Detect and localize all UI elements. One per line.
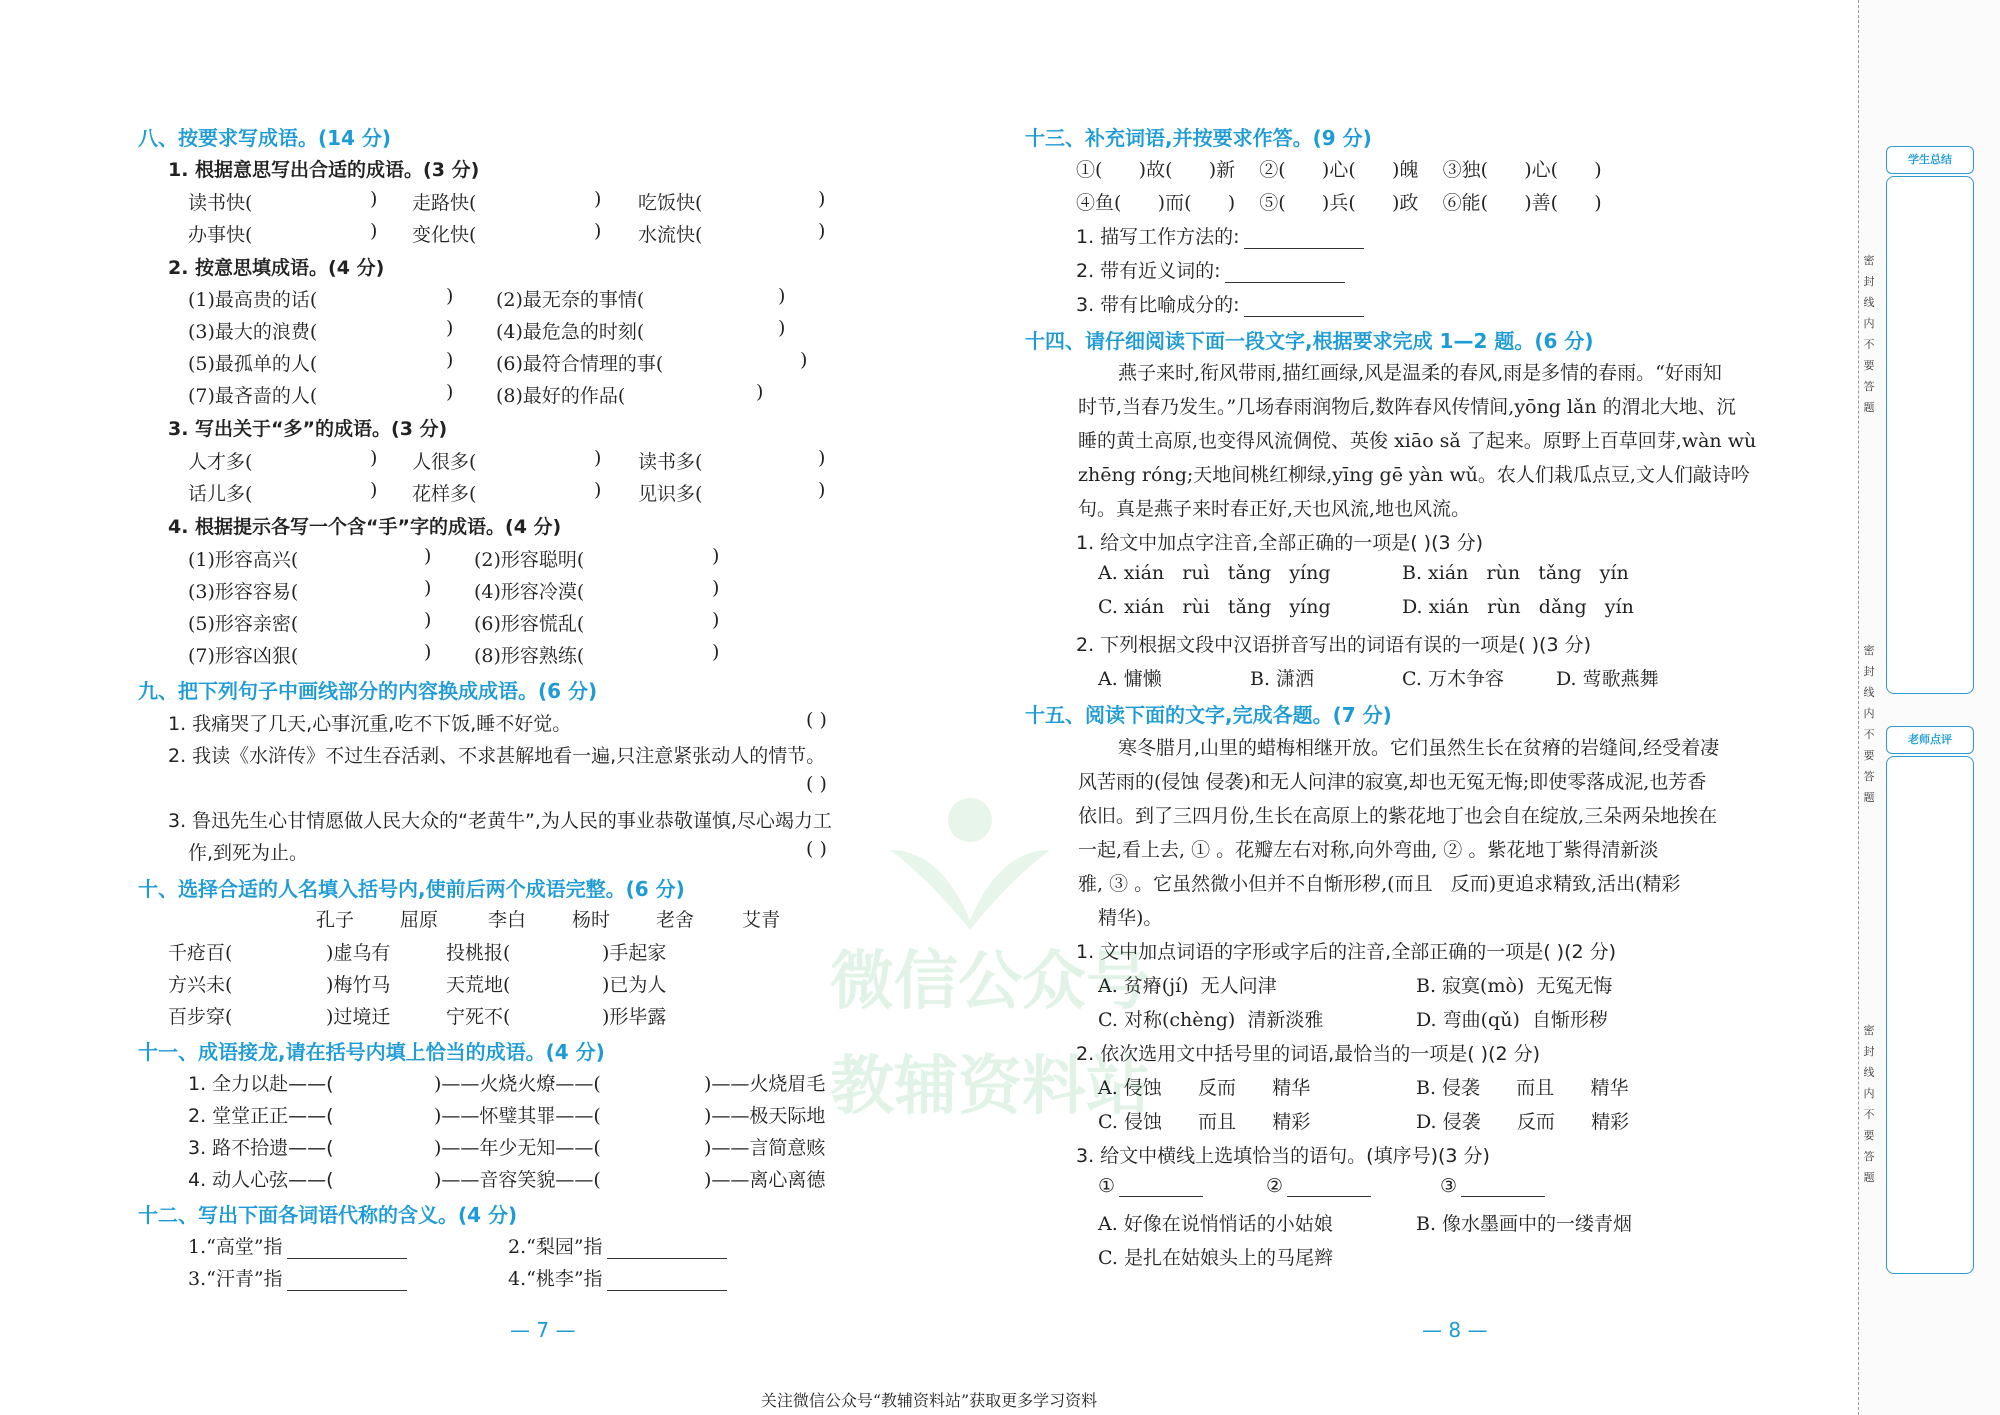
s8-q4-item: (7)形容凶狠( xyxy=(188,645,299,667)
s14-passage: 睡的黄土高原,也变得风流倜傥、英俊 xiāo sǎ 了起来。原野上百草回芽,wàn wù xyxy=(1078,430,1757,452)
s9-line2: 2. 我读《水浒传》不过生吞活剥、不求甚解地看一遍,只注意紧张动人的情节。 xyxy=(168,745,826,767)
section-12-title: 十二、写出下面各词语代称的含义。(4 分) xyxy=(138,1203,518,1227)
s8-q2-item: (1)最高贵的话( xyxy=(188,289,318,311)
s13-row2: ④鱼( )而( ) ⑤( )兵( )政 ⑥能( )善( ) xyxy=(1076,192,1602,214)
s8-q4-item: (3)形容容易( xyxy=(188,581,299,603)
s8-q4-item: (8)形容熟练( xyxy=(474,645,585,667)
s8-q2-item: (4)最危急的时刻( xyxy=(496,321,645,343)
s8-q2-item: (8)最好的作品( xyxy=(496,385,626,407)
s12-item: 3.“汗青”指 xyxy=(188,1264,407,1291)
s8-q2: 2. 按意思填成语。(4 分) xyxy=(168,257,385,279)
watermark-wechat: 微信公众号 xyxy=(830,945,1150,1019)
s8-q1: 1. 根据意思写出合适的成语。(3 分) xyxy=(168,159,480,181)
s8-q3-item: 人才多( xyxy=(188,451,253,473)
s14-passage: 燕子来时,衔风带雨,描红画绿,风是温柔的春风,雨是多情的春雨。“好雨知 xyxy=(1118,362,1722,384)
teacher-comment-box[interactable] xyxy=(1886,756,1974,1274)
s9-line3a: 3. 鲁迅先生心甘情愿做人民大众的“老黄牛”,为人民的事业恭敬谨慎,尽心竭力工 xyxy=(168,810,832,832)
s15-passage: 依旧。到了三四月份,生长在高原上的紫花地丁也会自在绽放,三朵两朵地挨在 xyxy=(1078,805,1718,827)
s14-passage: 时节,当春乃发生。”几场春雨润物后,数阵春风传情间,yōng lǎn 的渭北大地、沉 xyxy=(1078,396,1736,418)
s14-passage: 句。真是燕子来时春正好,天也风流,地也风流。 xyxy=(1078,498,1471,520)
seal-line-text: 密封线内不要答题 xyxy=(1863,1024,1875,1184)
s15-passage: 风苦雨的(侵蚀 侵袭)和无人问津的寂寞,却也无冤无悔;即使零落成泥,也芳香 xyxy=(1078,771,1707,793)
section-15-title: 十五、阅读下面的文字,完成各题。(7 分) xyxy=(1025,703,1392,727)
s8-q4-item: (5)形容亲密( xyxy=(188,613,299,635)
s12-item: 2.“梨园”指 xyxy=(508,1232,727,1259)
s8-q1-item: 办事快( xyxy=(188,224,253,246)
s8-q4-item: (6)形容慌乱( xyxy=(474,613,585,635)
seal-line-text: 密封线内不要答题 xyxy=(1863,254,1875,414)
s9-line1: 1. 我痛哭了几天,心事沉重,吃不下饭,睡不好觉。 xyxy=(168,713,572,735)
section-14-title: 十四、请仔细阅读下面一段文字,根据要求完成 1—2 题。(6 分) xyxy=(1025,329,1594,353)
name-option: 老舍 xyxy=(656,909,695,931)
student-summary-label: 学生总结 xyxy=(1886,146,1974,174)
s15-passage: 精华)。 xyxy=(1098,907,1163,929)
s8-q1-item: 走路快( xyxy=(412,192,477,214)
section-9-title: 九、把下列句子中画线部分的内容换成成语。(6 分) xyxy=(138,679,598,703)
watermark-logo xyxy=(880,790,1060,930)
s8-q4: 4. 根据提示各写一个含“手”字的成语。(4 分) xyxy=(168,516,562,538)
s8-q3: 3. 写出关于“多”的成语。(3 分) xyxy=(168,418,448,440)
student-summary-box[interactable] xyxy=(1886,176,1974,694)
section-11-title: 十一、成语接龙,请在括号内填上恰当的成语。(4 分) xyxy=(138,1040,605,1064)
s8-q3-item: 人很多( xyxy=(412,451,477,473)
page-number-8: — 8 — xyxy=(1422,1318,1488,1342)
section-13-title: 十三、补充词语,并按要求作答。(9 分) xyxy=(1025,126,1372,150)
s8-q1-item: 吃饭快( xyxy=(638,192,703,214)
name-option: 孔子 xyxy=(316,909,355,931)
s8-q4-item: (2)形容聪明( xyxy=(474,549,585,571)
s8-q2-item: (6)最符合情理的事( xyxy=(496,353,664,375)
name-option: 艾青 xyxy=(742,909,781,931)
name-option: 屈原 xyxy=(400,909,439,931)
s8-q1-item: 读书快( xyxy=(188,192,253,214)
s8-q3-item: 读书多( xyxy=(638,451,703,473)
name-option: 杨时 xyxy=(572,909,611,931)
page-number-7: — 7 — xyxy=(510,1318,576,1342)
watermark-site: 教辅资料站 xyxy=(830,1050,1150,1124)
section-8-title: 八、按要求写成语。(14 分) xyxy=(138,126,392,150)
s8-q2-item: (3)最大的浪费( xyxy=(188,321,318,343)
s15-passage: 一起,看上去, ① 。花瓣左右对称,向外弯曲, ② 。紫花地丁紫得清新淡 xyxy=(1078,839,1659,861)
section-10-title: 十、选择合适的人名填入括号内,使前后两个成语完整。(6 分) xyxy=(138,877,685,901)
s8-q1-item: 水流快( xyxy=(638,224,703,246)
name-option: 李白 xyxy=(488,909,527,931)
seal-line-text: 密封线内不要答题 xyxy=(1863,644,1875,804)
s15-passage: 雅, ③ 。它虽然微小但并不自惭形秽,(而且 反而)更追求精致,活出(精彩 xyxy=(1078,873,1681,895)
s8-q2-item: (7)最吝啬的人( xyxy=(188,385,318,407)
s9-line3b: 作,到死为止。 xyxy=(188,842,309,864)
s8-q4-item: (4)形容冷漠( xyxy=(474,581,585,603)
s8-q3-item: 话儿多( xyxy=(188,483,253,505)
s13-row1: ①( )故( )新 ②( )心( )魄 ③独( )心( ) xyxy=(1076,159,1602,181)
footer-note: 关注微信公众号“教辅资料站”获取更多学习资料 xyxy=(760,1391,1098,1410)
s8-q3-item: 花样多( xyxy=(412,483,477,505)
s12-item: 1.“高堂”指 xyxy=(188,1232,407,1259)
s14-passage: zhēng róng;天地间桃红柳绿,yīng gē yàn wǔ。农人们栽瓜点豆,文人们敲诗吟 xyxy=(1078,464,1750,486)
s8-q3-item: 见识多( xyxy=(638,483,703,505)
s12-item: 4.“桃李”指 xyxy=(508,1264,727,1291)
s8-q2-item: (2)最无奈的事情( xyxy=(496,289,645,311)
teacher-comment-label: 老师点评 xyxy=(1886,726,1974,754)
s8-q2-item: (5)最孤单的人( xyxy=(188,353,318,375)
s15-passage: 寒冬腊月,山里的蜡梅相继开放。它们虽然生长在贫瘠的岩缝间,经受着凄 xyxy=(1118,737,1720,759)
s8-q1-item: 变化快( xyxy=(412,224,477,246)
s8-q4-item: (1)形容高兴( xyxy=(188,549,299,571)
